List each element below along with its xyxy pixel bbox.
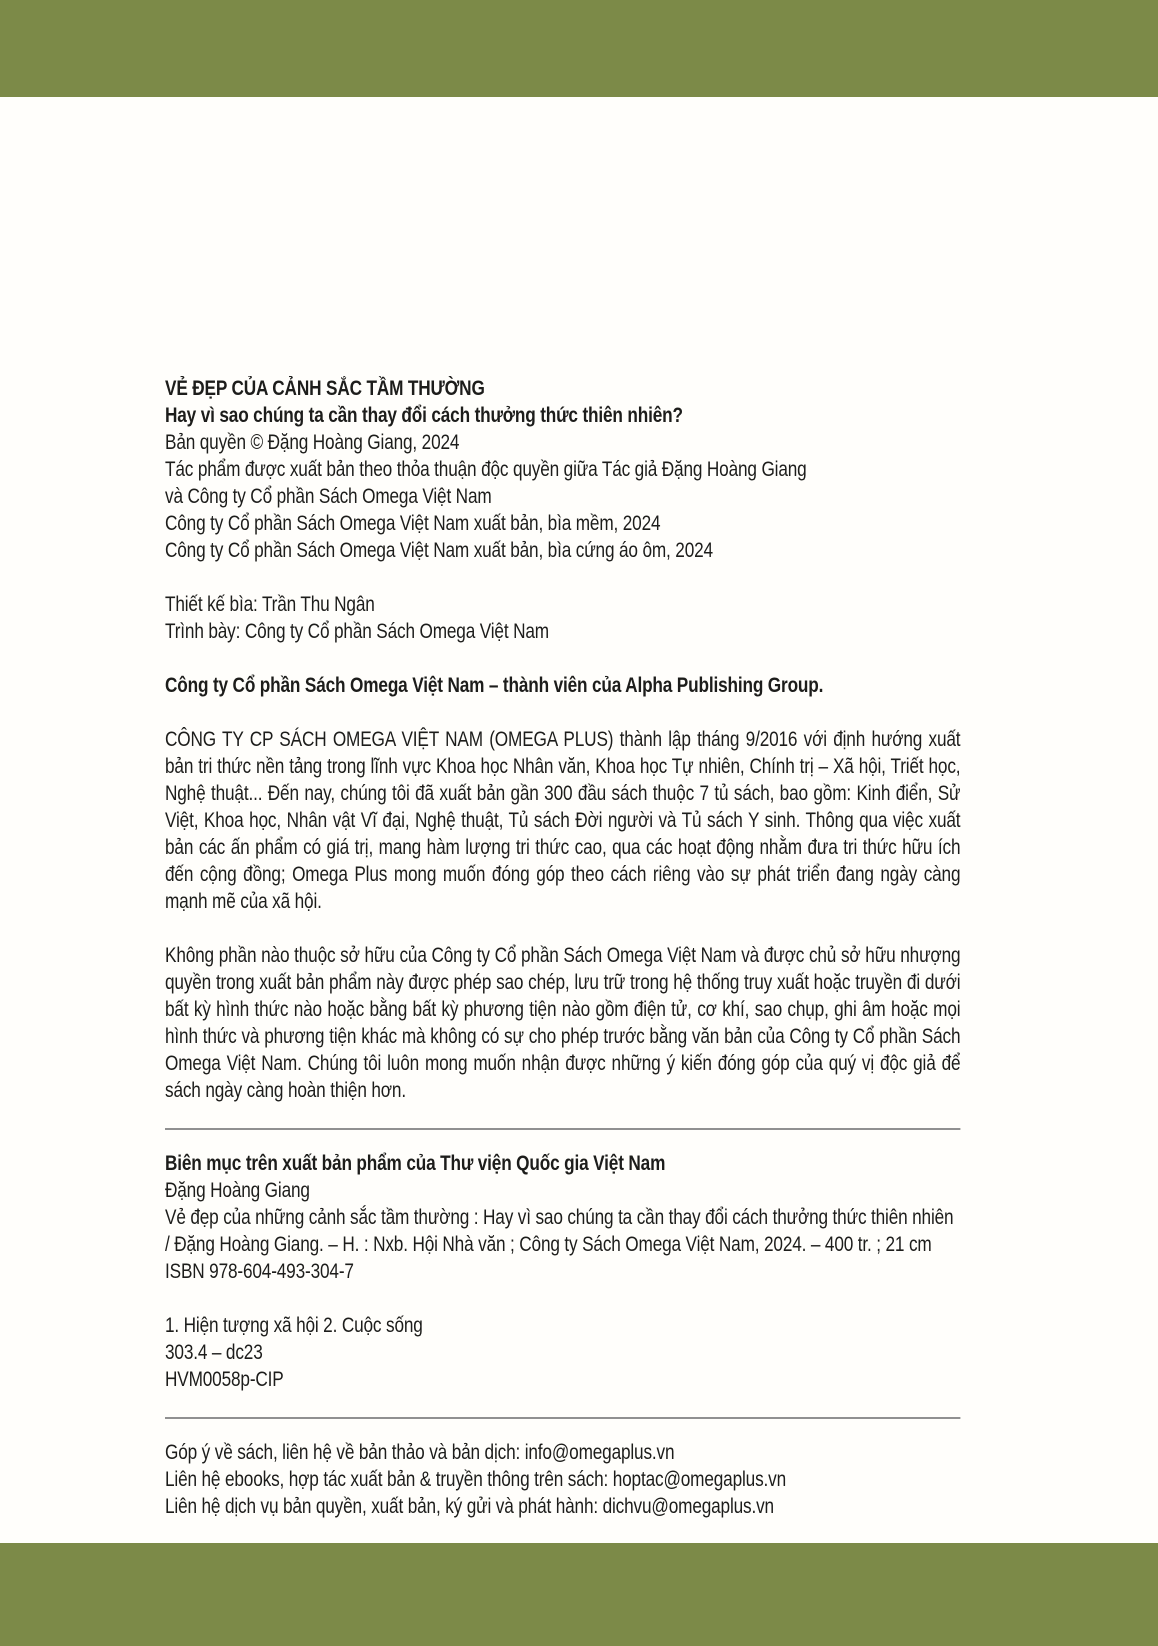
- copyright-line: và Công ty Cổ phần Sách Omega Việt Nam: [165, 485, 492, 508]
- cip-isbn: ISBN 978-604-493-304-7: [165, 1260, 354, 1283]
- credit-line-layout: Trình bày: Công ty Cổ phần Sách Omega Việt Nam: [165, 620, 549, 643]
- contact-line-manuscripts: Góp ý về sách, liên hệ về bản thảo và bản dịch: info@omegaplus.vn: [165, 1441, 675, 1464]
- contact-line-rights-distribution: Liên hệ dịch vụ bản quyền, xuất bản, ký gửi và phát hành: dichvu@omegaplus.vn: [165, 1495, 774, 1518]
- copyright-line: Công ty Cổ phần Sách Omega Việt Nam xuất bản, bìa mềm, 2024: [165, 512, 661, 535]
- cip-heading: Biên mục trên xuất bản phẩm của Thư viện Quốc gia Việt Nam: [165, 1152, 666, 1175]
- copyright-line: Tác phẩm được xuất bản theo thỏa thuận độc quyền giữa Tác giả Đặng Hoàng Giang: [165, 458, 807, 481]
- cip-record-code: HVM0058p-CIP: [165, 1368, 284, 1391]
- section-divider: [165, 1128, 960, 1130]
- book-subtitle: Hay vì sao chúng ta cần thay đổi cách thưởng thức thiên nhiên?: [165, 404, 683, 427]
- cip-block: [165, 1150, 960, 1393]
- section-divider: [165, 1417, 960, 1419]
- top-color-band: [0, 0, 1158, 97]
- contact-block: [165, 1439, 960, 1520]
- credit-line-cover-design: Thiết kế bìa: Trần Thu Ngân: [165, 593, 375, 616]
- rights-paragraph: Không phần nào thuộc sở hữu của Công ty Cổ phần Sách Omega Việt Nam và được chủ sở hữu nhượng quyền trong xuất bản phẩm này được phép sao chép, lưu trữ trong hệ thống truy xuất hoặc truyền đi dưới bất kỳ hình thức nào hoặc bằng bất kỳ phương tiện nào gồm điện tử, cơ khí, sao chụp, ghi âm hoặc mọi hình thức và phương tiện khác mà không có sự cho phép trước bằng văn bản của Công ty Cổ phần Sách Omega Việt Nam. Chúng tôi luôn mong muốn nhận được những ý kiến đóng góp của quý vị độc giả để sách ngày càng hoàn thiện hơn.: [165, 944, 961, 1102]
- cip-description-line: / Đặng Hoàng Giang. – H. : Nxb. Hội Nhà văn ; Công ty Sách Omega Việt Nam, 2024. – 400 tr. ; 21 cm: [165, 1233, 932, 1256]
- copyright-line: Công ty Cổ phần Sách Omega Việt Nam xuất bản, bìa cứng áo ôm, 2024: [165, 539, 713, 562]
- copyright-line: Bản quyền © Đặng Hoàng Giang, 2024: [165, 431, 460, 454]
- publisher-about-paragraph: CÔNG TY CP SÁCH OMEGA VIỆT NAM (OMEGA PLUS) thành lập tháng 9/2016 với định hướng xuất bản tri thức nền tảng trong lĩnh vực Khoa học Nhân văn, Khoa học Tự nhiên, Chính trị – Xã hội, Triết học, Nghệ thuật... Đến nay, chúng tôi đã xuất bản gần 300 đầu sách thuộc 7 tủ sách, bao gồm: Kinh điển, Sử Việt, Khoa học, Nhân vật Vĩ đại, Nghệ thuật, Tủ sách Đời người và Tủ sách Y sinh. Thông qua việc xuất bản các ấn phẩm có giá trị, mang hàm lượng tri thức cao, qua các hoạt động nhằm đưa tri thức hữu ích đến cộng đồng; Omega Plus mong muốn đóng góp theo cách riêng vào sự phát triển đang ngày càng mạnh mẽ của xã hội.: [165, 728, 961, 913]
- cip-subjects: 1. Hiện tượng xã hội 2. Cuộc sống: [165, 1314, 423, 1337]
- cip-description-line: Vẻ đẹp của những cảnh sắc tầm thường : Hay vì sao chúng ta cần thay đổi cách thưởng thức thiên nhiên: [165, 1206, 954, 1229]
- membership-note: Công ty Cổ phần Sách Omega Việt Nam – thành viên của Alpha Publishing Group.: [165, 674, 824, 697]
- contact-line-partnerships: Liên hệ ebooks, hợp tác xuất bản & truyền thông trên sách: hoptac@omegaplus.vn: [165, 1468, 787, 1491]
- cip-ddc-number: 303.4 – dc23: [165, 1341, 263, 1364]
- colophon-content: [165, 375, 960, 1520]
- cip-author: Đặng Hoàng Giang: [165, 1179, 310, 1202]
- book-title: VẺ ĐẸP CỦA CẢNH SẮC TẦM THƯỜNG: [165, 377, 485, 400]
- bottom-color-band: [0, 1543, 1158, 1646]
